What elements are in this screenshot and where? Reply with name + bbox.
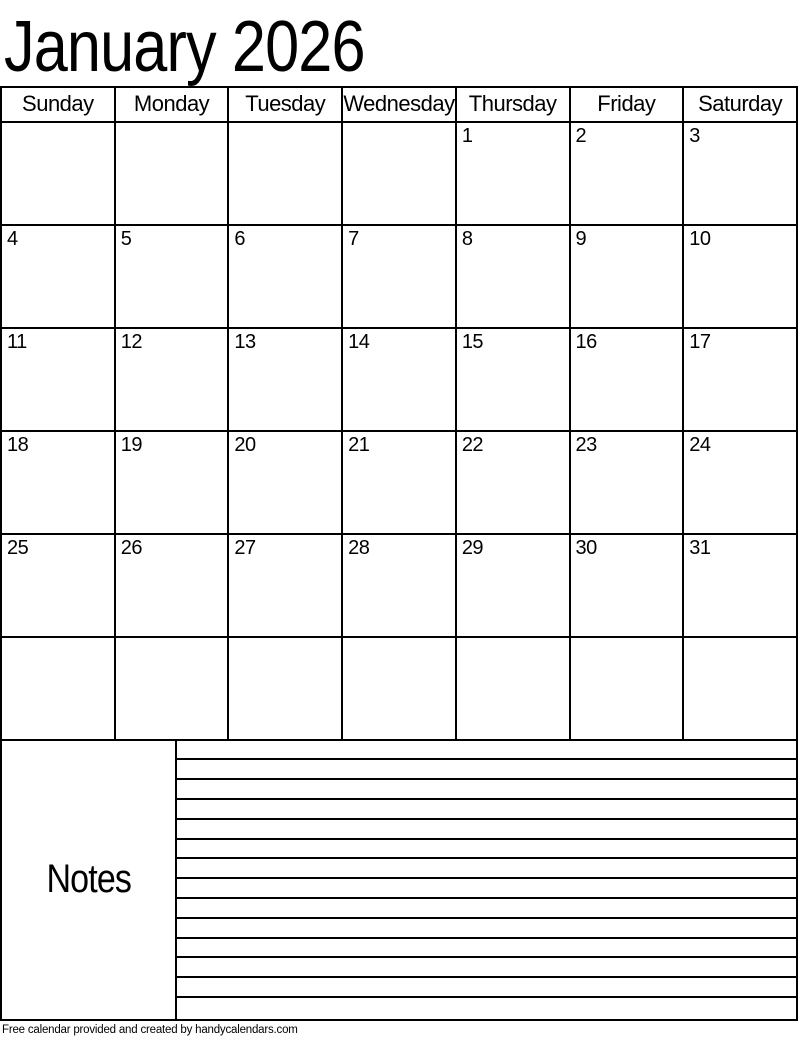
- date-cell: 13: [228, 328, 342, 431]
- note-line: [177, 879, 796, 899]
- date-cell: [342, 122, 456, 225]
- day-header-monday: Monday: [115, 87, 229, 122]
- footer-text: Free calendar provided and created by handycalendars.com: [2, 1023, 298, 1036]
- notes-section: [0, 741, 798, 1021]
- date-cell: 18: [1, 431, 115, 534]
- date-cell: [1, 637, 115, 740]
- page-title: January 2026: [4, 7, 365, 87]
- day-header-saturday: Saturday: [683, 87, 797, 122]
- day-header-row: [1, 87, 797, 122]
- note-line: [177, 919, 796, 939]
- date-cell: 5: [115, 225, 229, 328]
- date-cell: 26: [115, 534, 229, 637]
- date-cell: 11: [1, 328, 115, 431]
- calendar-grid: [0, 86, 798, 741]
- note-line: [177, 859, 796, 879]
- date-cell: 28: [342, 534, 456, 637]
- date-cell: 12: [115, 328, 229, 431]
- date-cell: 29: [456, 534, 570, 637]
- week-row-5: [1, 534, 797, 637]
- note-line: [177, 820, 796, 840]
- calendar-page: [0, 7, 798, 1036]
- date-cell: 20: [228, 431, 342, 534]
- day-header-thursday: Thursday: [456, 87, 570, 122]
- date-cell: 31: [683, 534, 797, 637]
- notes-label: Notes: [46, 857, 131, 902]
- note-line: [177, 939, 796, 959]
- date-cell: 7: [342, 225, 456, 328]
- date-cell: [115, 637, 229, 740]
- date-cell: 30: [570, 534, 684, 637]
- date-cell: 8: [456, 225, 570, 328]
- week-row-3: [1, 328, 797, 431]
- note-line: [177, 899, 796, 919]
- note-line: [177, 800, 796, 820]
- date-cell: [228, 637, 342, 740]
- date-cell: 15: [456, 328, 570, 431]
- date-cell: [342, 637, 456, 740]
- date-cell: [115, 122, 229, 225]
- note-line: [177, 760, 796, 780]
- notes-label-box: [2, 741, 177, 1019]
- date-cell: [456, 637, 570, 740]
- note-line: [177, 741, 796, 761]
- date-cell: 16: [570, 328, 684, 431]
- week-row-1: [1, 122, 797, 225]
- day-header-friday: Friday: [570, 87, 684, 122]
- date-cell: 22: [456, 431, 570, 534]
- date-cell: 24: [683, 431, 797, 534]
- date-cell: 27: [228, 534, 342, 637]
- notes-lines: [177, 741, 796, 1019]
- day-header-tuesday: Tuesday: [228, 87, 342, 122]
- week-row-2: [1, 225, 797, 328]
- date-cell: [228, 122, 342, 225]
- week-row-4: [1, 431, 797, 534]
- date-cell: 9: [570, 225, 684, 328]
- week-row-6: [1, 637, 797, 740]
- date-cell: 2: [570, 122, 684, 225]
- note-line: [177, 840, 796, 860]
- date-cell: 25: [1, 534, 115, 637]
- date-cell: [570, 637, 684, 740]
- date-cell: 3: [683, 122, 797, 225]
- date-cell: 14: [342, 328, 456, 431]
- date-cell: [1, 122, 115, 225]
- date-cell: 23: [570, 431, 684, 534]
- date-cell: 6: [228, 225, 342, 328]
- note-line: [177, 958, 796, 978]
- note-line: [177, 780, 796, 800]
- note-line: [177, 978, 796, 998]
- day-header-sunday: Sunday: [1, 87, 115, 122]
- date-cell: 17: [683, 328, 797, 431]
- date-cell: 4: [1, 225, 115, 328]
- date-cell: 1: [456, 122, 570, 225]
- date-cell: 19: [115, 431, 229, 534]
- date-cell: [683, 637, 797, 740]
- date-cell: 10: [683, 225, 797, 328]
- date-cell: 21: [342, 431, 456, 534]
- day-header-wednesday: Wednesday: [342, 87, 456, 122]
